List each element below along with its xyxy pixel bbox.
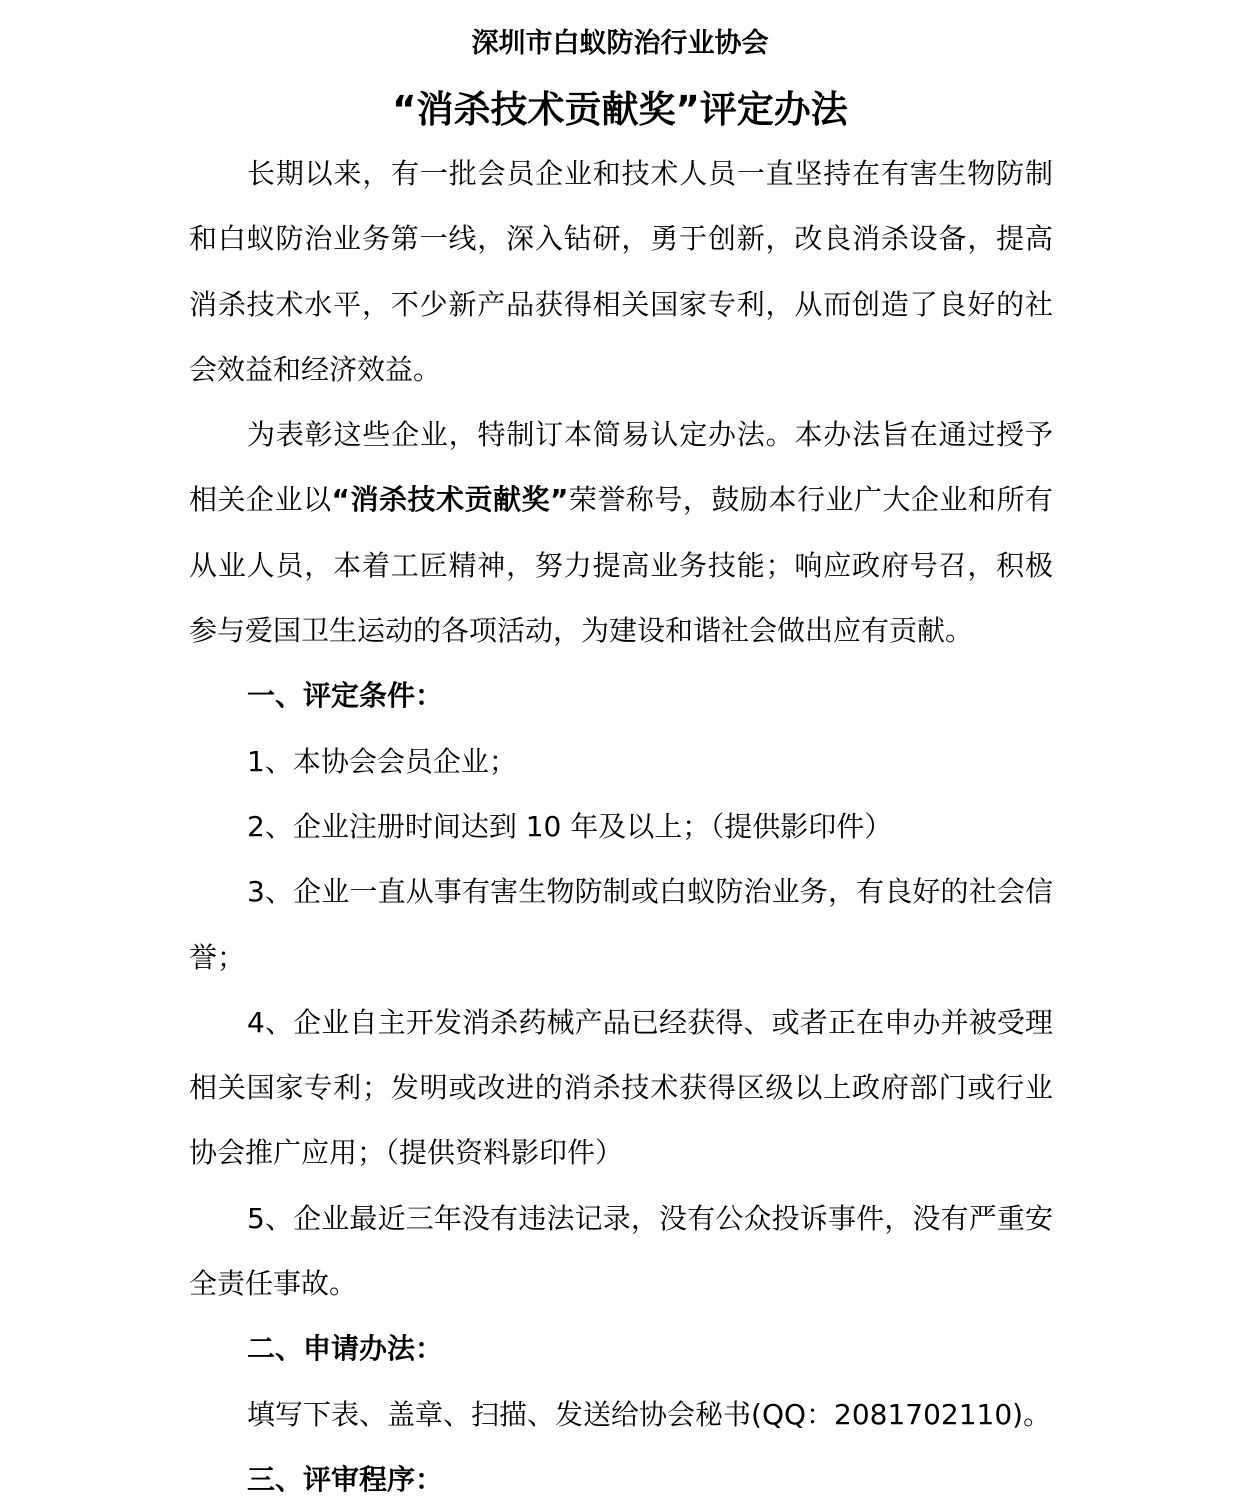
criteria-item-number: 3 [247,875,265,909]
criteria-item-3 [189,859,1053,990]
section-heading-application: 二、申请办法： [247,1332,444,1366]
criteria-years-value: 10 [525,809,562,843]
section-heading-review: 三、评审程序： [247,1462,444,1496]
criteria-item-text-a: 、企业注册时间达到 [264,809,526,843]
organization-name: 深圳市白蚁防治行业协会 [471,28,769,59]
intro-paragraph-2 [189,402,1053,663]
criteria-item-text-b: 年及以上；（提供影印件） [561,809,893,843]
criteria-item-text: 、本协会会员企业； [264,744,517,778]
criteria-item-number: 4 [247,1005,265,1039]
criteria-item-1 [189,729,1053,794]
criteria-item-number: 2 [247,809,265,843]
document-title: “消杀技术贡献奖”评定办法 [392,88,848,131]
criteria-item-4 [189,990,1053,1186]
application-instructions [189,1382,1053,1447]
criteria-item-2 [189,794,1053,859]
criteria-item-number: 5 [247,1201,265,1235]
criteria-item-5 [189,1186,1053,1317]
criteria-item-text: 、企业最近三年没有违法记录，没有公众投诉事件，没有严重安全责任事故。 [189,1201,1053,1301]
application-text-end: 。 [1023,1397,1052,1431]
section-heading-criteria: 一、评定条件： [247,679,444,713]
document-body [189,141,1053,1512]
intro-paragraph-1: 长期以来，有一批会员企业和技术人员一直坚持在有害生物防制和白蚁防治业务第一线，深入钻研，勇于创新，改良消杀设备，提高消杀技术水平，不少新产品获得相关国家专利，从而创造了良好的社会效益和经济效益。 [189,157,1053,386]
criteria-item-text: 、企业自主开发消杀药械产品已经获得、或者正在申办并被受理相关国家专利；发明或改进的消杀技术获得区级以上政府部门或行业协会推广应用；（提供资料影印件） [189,1005,1053,1170]
application-text: 填写下表、盖章、扫描、发送给协会秘书 [247,1397,752,1431]
criteria-item-text: 、企业一直从事有害生物防制或白蚁防治业务，有良好的社会信誉； [189,875,1053,974]
intro-paragraph-2-part-a: 为表彰这些企业，特制订本简易认定办法。本办法旨在通过授予相关企业以 [189,418,1053,517]
criteria-item-number: 1 [247,744,265,778]
secretary-contact: (QQ：2081702110) [751,1397,1024,1431]
intro-paragraph-2-part-b: 荣誉称号，鼓励本行业广大企业和所有从业人员，本着工匠精神，努力提高业务技能；响应政府号召，积极参与爱国卫生运动的各项活动，为建设和谐社会做出应有贡献。 [189,483,1053,648]
award-name: “消杀技术贡献奖” [331,483,569,517]
